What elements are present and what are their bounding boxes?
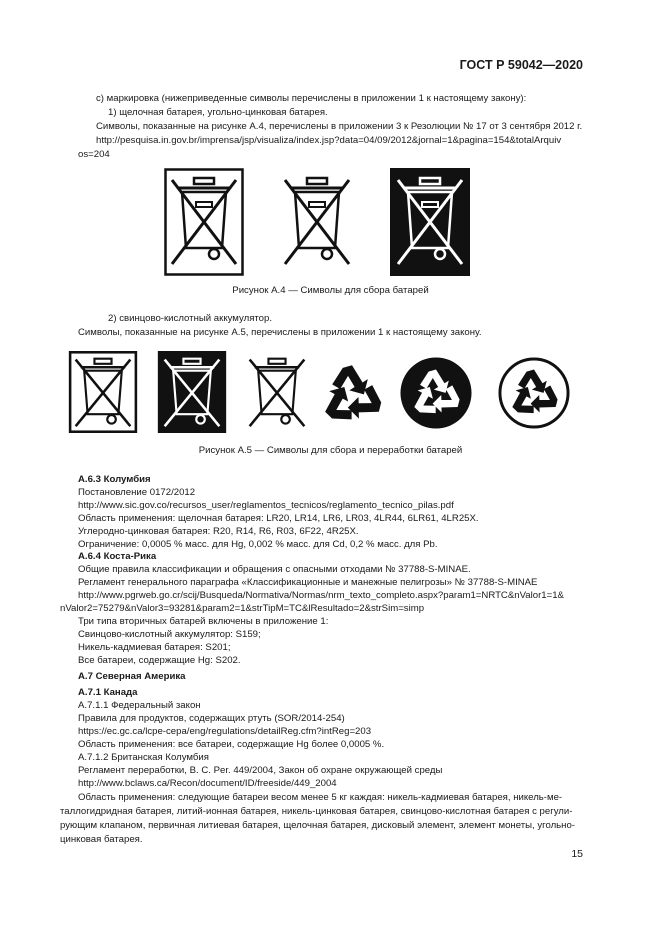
costa-rica-line: Свинцово-кислотный аккумулятор: S159; (78, 629, 261, 640)
crossed-bin-inverted-icon (390, 168, 470, 276)
north-america-line: А.7.1.2 Британская Колумбия (78, 752, 209, 763)
costa-rica-line: nValor2=75279&nValor3=93281&param2=1&strTipM=TC&lResultado=2&strSim=simp (60, 603, 425, 614)
costa-rica-line: Никель-кадмиевая батарея: S201; (78, 642, 231, 653)
colombia-heading: А.6.3 Колумбия (78, 474, 151, 485)
north-america-line: Регламент переработки, B. C. Per. 449/2004, Закон об охране окружающей среды (78, 765, 443, 776)
costa-rica-line: Три типа вторичных батарей включены в приложение 1: (78, 616, 329, 627)
north-america-line: Область применения: следующие батареи весом менее 5 кг каждая: никель-кадмиевая батарея, никель-ме- (78, 792, 563, 803)
crossed-bin-icon (242, 351, 312, 433)
colombia-line: Ограничение: 0,0005 % масс. для Hg, 0,002 % масс. для Cd, 0,2 % масс. для Pb. (78, 539, 438, 550)
recycling-icon (319, 360, 385, 426)
colombia-line: Постановление 0172/2012 (78, 487, 196, 498)
north-america-line: http://www.bclaws.ca/Recon/document/ID/freeside/449_2004 (78, 778, 337, 789)
north-america-line: рующим клапаном, первичная литиевая батарея, щелочная батарея, дисковый элемент, элемент монеты, угольно- (60, 820, 575, 831)
north-america-line: цинковая батарея. (60, 834, 143, 845)
recycling-circle-inverted-icon (399, 356, 473, 430)
url-line-2: os=204 (78, 149, 110, 160)
colombia-line: Область применения: щелочная батарея: LR20, LR14, LR6, LR03, 4LR44, 6LR61, 4LR25X. (78, 513, 479, 524)
colombia-line: Углеродно-цинковая батарея: R20, R14, R6, R03, 6F22, 4R25X. (78, 526, 359, 537)
standard-number: ГОСТ Р 59042—2020 (459, 58, 583, 72)
costa-rica-line: Все батареи, содержащие Hg: S202. (78, 655, 241, 666)
figure-a5-caption: Рисунок А.5 — Символы для сбора и переработки батарей (198, 445, 463, 456)
costa-rica-heading: А.6.4 Коста-Рика (78, 551, 157, 562)
item-c: с) маркировка (нижеприведенные символы перечислены в приложении 1 к настоящему закону): (96, 93, 527, 104)
recycling-circle-icon (497, 356, 571, 430)
north-america-line: https://ec.gc.ca/lcpe-cepa/eng/regulations/detailReg.cfm?intReg=203 (78, 726, 372, 737)
item-c-sub1: 1) щелочная батарея, угольно-цинковая батарея. (108, 107, 328, 118)
symbols-a5-text: Символы, показанные на рисунке А.5, перечислены в приложении 1 к настоящему закону. (78, 327, 482, 338)
symbols-a4-text: Символы, показанные на рисунке А.4, перечислены в приложении 3 к Резолюции № 17 от 3 сентября 2012 г. (96, 121, 583, 132)
north-america-line: Область применения: все батареи, содержащие Hg более 0,0005 %. (78, 739, 385, 750)
item-c-sub2: 2) свинцово-кислотный аккумулятор. (108, 313, 273, 324)
crossed-bin-inverted-icon (157, 351, 227, 433)
url-line-1: http://pesquisa.in.gov.br/imprensa/jsp/visualiza/index.jsp?data=04/09/2012&jornal=1&pagina=154&totalArquiv (96, 135, 562, 146)
crossed-bin-icon (277, 168, 357, 276)
canada-heading: А.7.1 Канада (78, 687, 138, 698)
figure-a4-caption: Рисунок А.4 — Символы для сбора батарей (232, 285, 429, 296)
north-america-heading: А.7 Северная Америка (78, 671, 186, 682)
costa-rica-line: Общие правила классификации и обращения с опасными отходами № 37788-S-MINAE. (78, 564, 471, 575)
page-number: 15 (571, 848, 583, 860)
north-america-line: Правила для продуктов, содержащих ртуть (SOR/2014-254) (78, 713, 345, 724)
crossed-bin-framed-icon (164, 168, 244, 276)
costa-rica-line: Регламент генерального параграфа «Классификационные и манежные пелигрозы» № 37788-S-MINAE (78, 577, 538, 588)
north-america-line: А.7.1.1 Федеральный закон (78, 700, 201, 711)
crossed-bin-framed-icon (68, 351, 138, 433)
north-america-line: таллогидридная батарея, литий-ионная батарея, никель-цинковая батарея, свинцово-кислотная батарея с регули- (60, 806, 573, 817)
costa-rica-line: http://www.pgrweb.go.cr/scij/Busqueda/Normativa/Normas/nrm_texto_completo.aspx?param1=NRTC&nValor1=1& (78, 590, 564, 601)
colombia-line: http://www.sic.gov.co/recursos_user/reglamentos_tecnicos/reglamento_tecnico_pilas.pdf (78, 500, 454, 511)
